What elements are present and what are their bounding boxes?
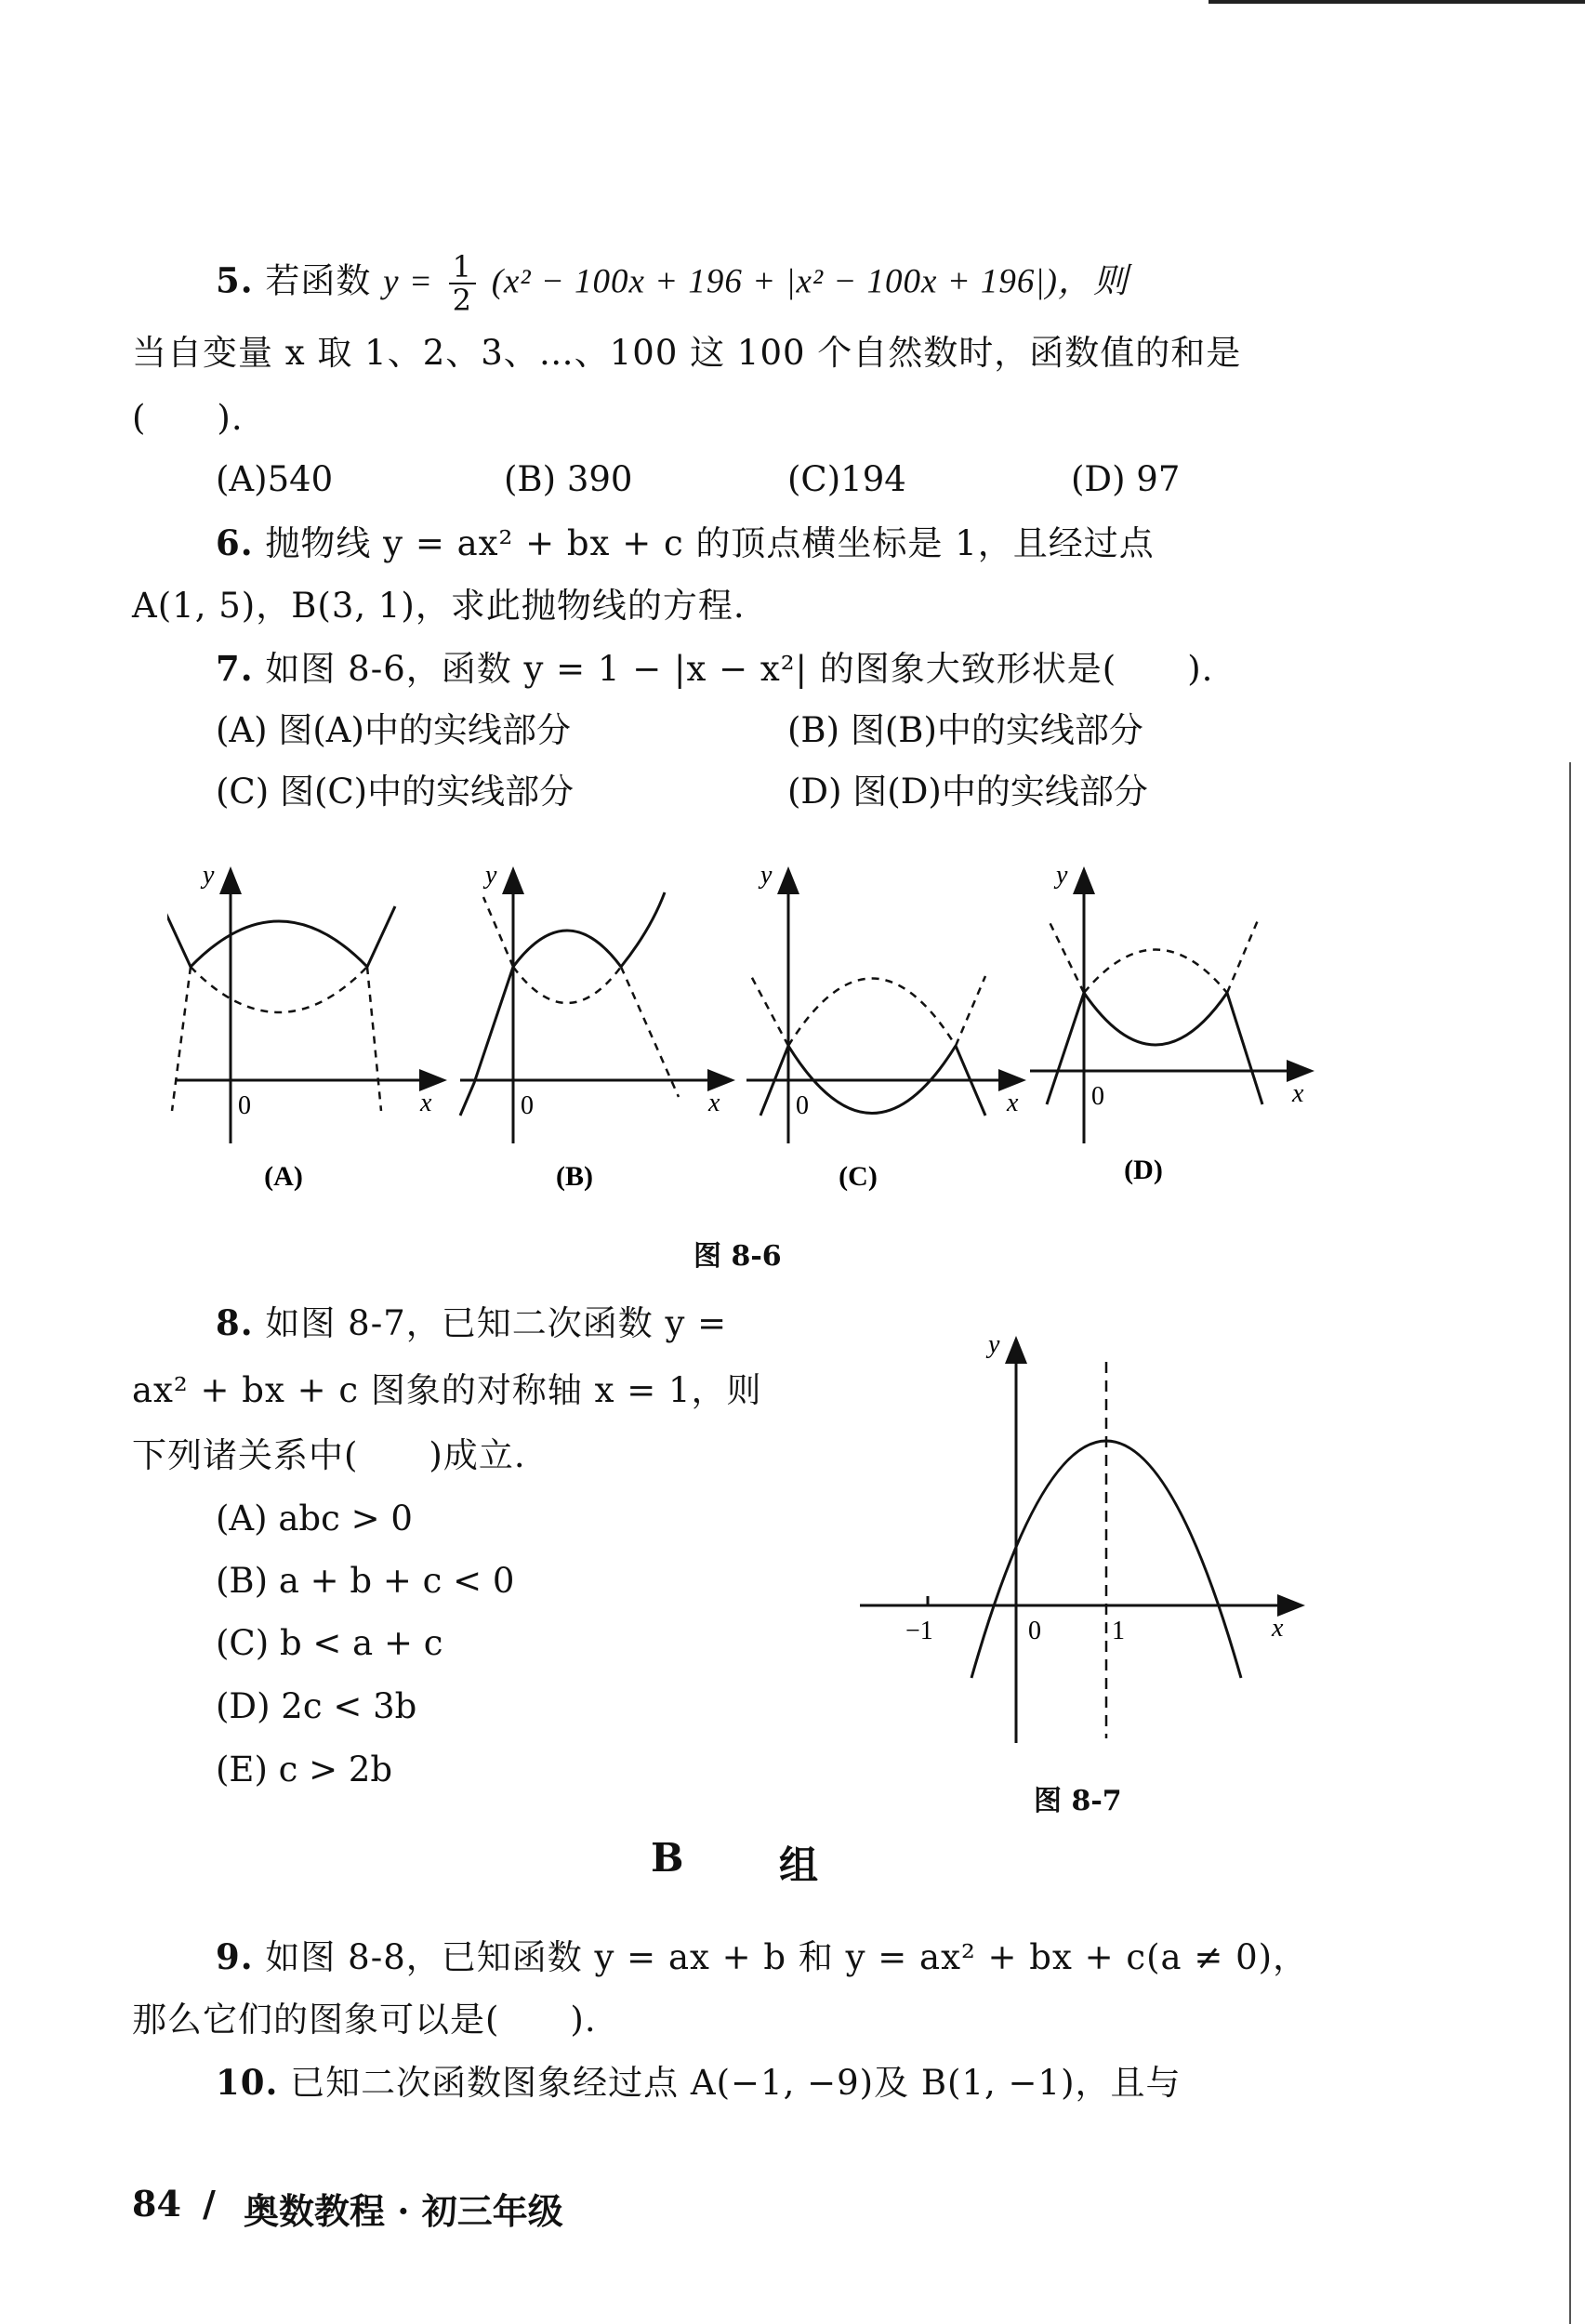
fig86-a-origin-label: 0 bbox=[238, 1091, 251, 1120]
fig87-tick-neg1-label: −1 bbox=[905, 1617, 933, 1645]
fig86-b-x-label: x bbox=[708, 1089, 720, 1117]
fig86-d-solid-left bbox=[1047, 993, 1084, 1104]
fig87-tick-1-label: 1 bbox=[1112, 1617, 1125, 1645]
fig86-b-dashed-right-arm bbox=[621, 967, 679, 1097]
figure-8-6 bbox=[167, 855, 1320, 1199]
fig86-a-solid-right-arm bbox=[367, 906, 395, 967]
q8-option-d: (D) 2c < 3b bbox=[216, 1686, 417, 1726]
q5-option-a: (A)540 bbox=[216, 459, 334, 499]
fig86-a-dashed-left-arm bbox=[172, 967, 191, 1111]
q7-line1 bbox=[216, 644, 1213, 693]
fig86-caption: 图 8-6 bbox=[693, 1240, 782, 1273]
fig87-y-label: y bbox=[988, 1330, 1000, 1359]
scan-edge-right bbox=[1569, 762, 1571, 2324]
q5-eq-start: y = bbox=[383, 262, 433, 301]
footer-book-title: 奥数教程 · 初三年级 bbox=[244, 2190, 563, 2232]
q8-option-a: (A) abc > 0 bbox=[216, 1499, 413, 1538]
fig86-d-dashed-right bbox=[1227, 920, 1258, 993]
q5-prefix: 若函数 bbox=[265, 260, 372, 301]
fig87-x-label: x bbox=[1272, 1614, 1284, 1643]
fig86-d-dashed-cap bbox=[1084, 950, 1227, 994]
q8-option-b: (B) a + b + c < 0 bbox=[216, 1561, 515, 1601]
q5-frac-denominator: 2 bbox=[452, 283, 472, 318]
fig86-d-solid-right bbox=[1227, 993, 1262, 1104]
q5-fraction bbox=[449, 251, 476, 316]
footer-page-number: 84 bbox=[132, 2183, 181, 2225]
fig86-d-solid-dip bbox=[1084, 993, 1227, 1045]
q9-line2: 那么它们的图象可以是( ). bbox=[132, 2000, 597, 2040]
fig86-b-solid-right-branch bbox=[621, 892, 665, 967]
q8-number: 8. bbox=[216, 1302, 254, 1343]
group-b-letter: B bbox=[651, 1835, 684, 1881]
group-b-word: 组 bbox=[779, 1842, 819, 1888]
figure-8-7 bbox=[855, 1325, 1311, 1752]
q8-line1-text: 如图 8-7，已知二次函数 y = bbox=[265, 1303, 728, 1343]
q8-line3: 下列诸关系中( )成立. bbox=[132, 1435, 526, 1475]
q9-line1 bbox=[216, 1933, 1308, 1982]
q7-option-d: (D) 图(D)中的实线部分 bbox=[787, 772, 1148, 812]
fig86-a-dashed-cup bbox=[191, 967, 367, 1012]
fig86-b-dashed-cup bbox=[513, 967, 621, 1003]
q10-line1 bbox=[216, 2058, 1182, 2107]
fig86-d-panel-label: (D) bbox=[1124, 1155, 1163, 1185]
q5-number: 5. bbox=[216, 259, 254, 301]
q6-line1-text: 抛物线 y = ax² + bx + c 的顶点横坐标是 1，且经过点 bbox=[265, 523, 1155, 563]
q7-option-a: (A) 图(A)中的实线部分 bbox=[216, 710, 571, 750]
q5-line3: ( ). bbox=[132, 398, 244, 438]
q8-option-e: (E) c > 2b bbox=[216, 1750, 393, 1789]
fig86-c-y-label: y bbox=[760, 861, 773, 890]
q7-option-c: (C) 图(C)中的实线部分 bbox=[216, 772, 575, 812]
fig86-d-origin-label: 0 bbox=[1091, 1082, 1104, 1111]
fig86-d-y-label: y bbox=[1056, 861, 1068, 890]
q6-line2: A(1, 5)，B(3, 1)，求此抛物线的方程. bbox=[132, 586, 746, 626]
fig86-b-y-label: y bbox=[485, 861, 497, 890]
q10-number: 10. bbox=[216, 2062, 279, 2103]
top-edge-rule bbox=[1209, 0, 1585, 4]
q9-line1-text: 如图 8-8，已知函数 y = ax + b 和 y = ax² + bx + c(a ≠ 0)， bbox=[265, 1937, 1309, 1977]
fig86-a-solid-left-arm bbox=[167, 906, 191, 967]
q8-line1 bbox=[216, 1299, 727, 1348]
q5-option-b: (B) 390 bbox=[504, 459, 633, 499]
fig86-b-panel-label: (B) bbox=[556, 1161, 593, 1192]
q5-frac-numerator: 1 bbox=[449, 251, 476, 284]
q7-line1-text: 如图 8-6，函数 y = 1 − |x − x²| 的图象大致形状是( ). bbox=[265, 649, 1214, 689]
q5-line2: 当自变量 x 取 1、2、3、…、100 这 100 个自然数时，函数值的和是 bbox=[132, 333, 1242, 373]
fig86-d-x-label: x bbox=[1292, 1079, 1304, 1108]
fig86-panel-c bbox=[746, 861, 1021, 1192]
fig86-a-y-label: y bbox=[203, 861, 215, 890]
fig86-a-x-label: x bbox=[420, 1089, 432, 1117]
fig86-a-panel-label: (A) bbox=[264, 1161, 303, 1192]
fig86-b-solid-left-branch bbox=[460, 967, 513, 1116]
fig86-c-dashed-cap bbox=[788, 979, 956, 1047]
q5-option-d: (D) 97 bbox=[1071, 459, 1181, 499]
fig86-panel-b bbox=[460, 861, 730, 1192]
fig86-c-panel-label: (C) bbox=[839, 1161, 878, 1192]
fig86-c-dashed-right bbox=[956, 976, 985, 1046]
fig86-c-origin-label: 0 bbox=[796, 1091, 809, 1120]
fig86-d-dashed-left bbox=[1049, 920, 1084, 993]
fig86-c-dashed-left bbox=[751, 976, 788, 1046]
fig87-origin-label: 0 bbox=[1028, 1617, 1041, 1645]
fig86-a-solid-cap bbox=[191, 921, 367, 967]
q7-number: 7. bbox=[216, 648, 254, 689]
q6-line1 bbox=[216, 519, 1155, 568]
q10-line1-text: 已知二次函数图象经过点 A(−1, −9)及 B(1, −1)，且与 bbox=[290, 2063, 1182, 2103]
fig87-caption: 图 8-7 bbox=[1034, 1785, 1122, 1817]
q6-number: 6. bbox=[216, 522, 254, 563]
fig86-panel-a bbox=[167, 861, 442, 1192]
fig86-a-dashed-right-arm bbox=[367, 967, 381, 1111]
footer-separator: / bbox=[203, 2183, 216, 2225]
q5-option-c: (C)194 bbox=[787, 459, 906, 499]
q8-option-c: (C) b < a + c bbox=[216, 1623, 443, 1663]
fig86-b-solid-cap bbox=[513, 931, 621, 967]
fig86-c-x-label: x bbox=[1007, 1089, 1019, 1117]
q9-number: 9. bbox=[216, 1936, 254, 1977]
q5-line1 bbox=[216, 251, 1129, 316]
fig86-b-dashed-left-arm bbox=[483, 897, 513, 967]
q5-expression: (x² − 100x + 196 + |x² − 100x + 196|)，则 bbox=[491, 262, 1129, 301]
q7-option-b: (B) 图(B)中的实线部分 bbox=[787, 710, 1143, 750]
q8-line2: ax² + bx + c 图象的对称轴 x = 1，则 bbox=[132, 1370, 762, 1410]
fig86-panel-d bbox=[1030, 861, 1309, 1185]
fig86-b-origin-label: 0 bbox=[521, 1091, 534, 1120]
